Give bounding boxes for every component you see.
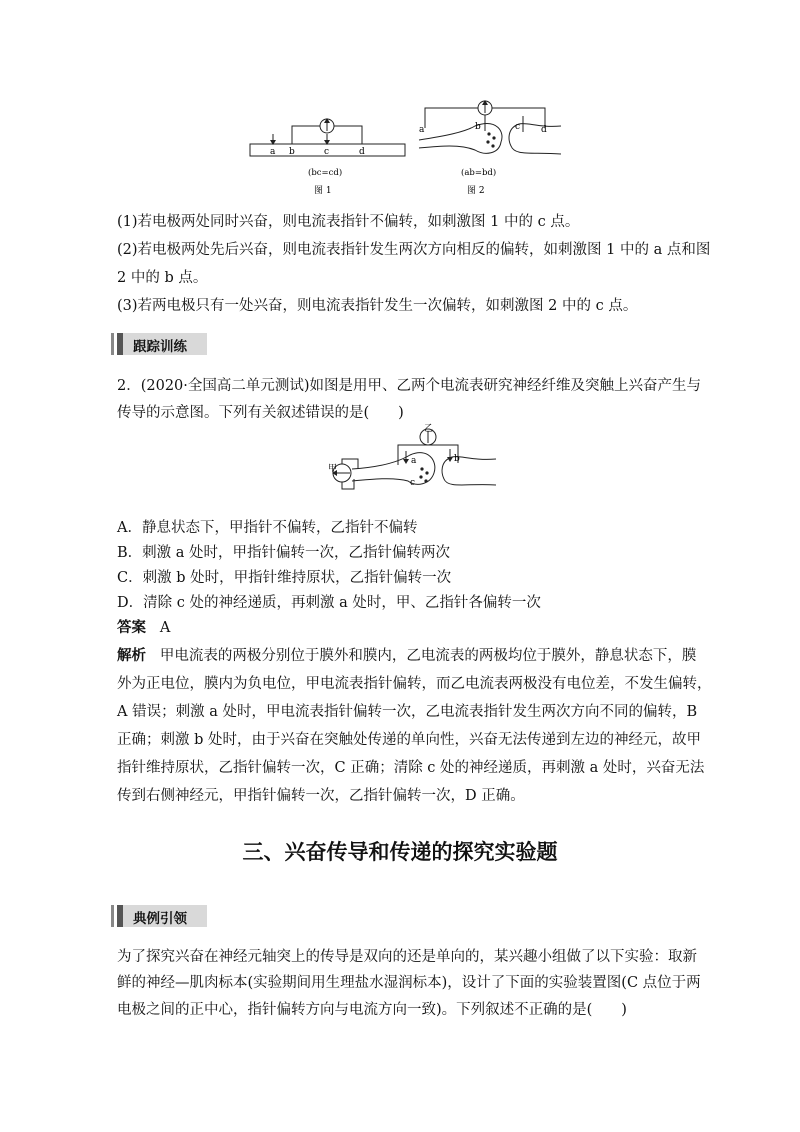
fig1-label-d: d <box>359 147 365 157</box>
section-tag-practice-label: 跟踪训练 <box>133 339 187 355</box>
section-tag-example-label: 典例引领 <box>133 911 187 927</box>
analysis-line-2: 外为正电位，膜内为负电位，甲电流表指针偏转，而乙电流表两极没有电位差，不发生偏转， <box>117 676 712 692</box>
fig2-label-c: c <box>515 122 521 132</box>
analysis-line-6: 传到右侧神经元，甲指针偏转一次，乙指针偏转一次，D 正确。 <box>117 788 525 804</box>
q2-answer-row <box>117 616 170 637</box>
section-tag-practice <box>117 333 207 355</box>
rule-2: (2)若电极两处先后兴奋，则电流表指针发生两次方向相反的偏转，如刺激图 1 中的 a 点和图 <box>117 242 711 258</box>
q2-stem-line2: 传导的示意图。下列有关叙述错误的是( ) <box>117 405 404 421</box>
section-tag-example <box>117 905 207 927</box>
q2-option-a: A．静息状态下，甲指针不偏转，乙指针不偏转 <box>117 520 418 536</box>
q2-option-b: B．刺激 a 处时，甲指针偏转一次，乙指针偏转两次 <box>117 545 451 561</box>
q2-fig-label-b: b <box>454 454 460 464</box>
q2-fig-label-yi: 乙 <box>424 424 434 434</box>
fig2-label-b: b <box>475 122 481 132</box>
answer-value: A <box>159 620 171 636</box>
analysis-line-5: 指针维持原状，乙指针偏转一次，C 正确；清除 c 处的神经递质，再刺激 a 处时，兴奋无法 <box>117 760 705 776</box>
q2-fig-label-jia: 甲 <box>328 464 338 474</box>
fig1-label-b: b <box>289 147 295 157</box>
figure-2 <box>415 96 565 200</box>
analysis-line-4: 正确；刺激 b 处时，由于兴奋在突触处传递的单向性，兴奋无法传递到左边的神经元，故甲 <box>117 732 701 748</box>
section-title: 三、兴奋传导和传递的探究实验题 <box>242 840 558 864</box>
q2-option-c: C．刺激 b 处时，甲指针维持原状，乙指针偏转一次 <box>117 570 452 586</box>
fig2-label-d: d <box>541 125 547 135</box>
fig1-title: 图 1 <box>314 186 332 196</box>
figure-1 <box>240 100 410 200</box>
fig2-caption: (ab=bd) <box>461 168 497 178</box>
fig1-caption: (bc=cd) <box>308 168 343 178</box>
rule-2-cont: 2 中的 b 点。 <box>117 270 208 286</box>
example-line-3: 电极之间的正中心，指针偏转方向与电流方向一致)。下列叙述不正确的是( ) <box>117 1002 627 1018</box>
fig2-label-a: a <box>419 125 425 135</box>
fig1-label-c: c <box>324 147 330 157</box>
fig1-label-a: a <box>270 147 276 157</box>
rule-3: (3)若两电极只有一处兴奋，则电流表指针发生一次偏转，如刺激图 2 中的 c 点。 <box>117 298 638 314</box>
q2-fig-label-a: a <box>411 456 417 466</box>
analysis-line-3: A 错误；刺激 a 处时，甲电流表指针偏转一次，乙电流表指针发生两次方向不同的偏转，B <box>117 704 698 720</box>
fig2-title: 图 2 <box>467 186 485 196</box>
analysis-line-1 <box>117 644 696 665</box>
analysis-text-1: 甲电流表的两极分别位于膜外和膜内，乙电流表的两极均位于膜外，静息状态下，膜 <box>159 648 697 664</box>
example-line-1: 为了探究兴奋在神经元轴突上的传导是双向的还是单向的，某兴趣小组做了以下实验：取新 <box>117 949 697 965</box>
analysis-label: 解析 <box>117 647 146 664</box>
answer-label: 答案 <box>117 619 146 636</box>
rule-1: (1)若电极两处同时兴奋，则电流表指针不偏转，如刺激图 1 中的 c 点。 <box>117 214 580 230</box>
q2-figure <box>328 421 498 501</box>
q2-fig-label-c: c <box>410 478 416 488</box>
example-line-2: 鲜的神经—肌肉标本(实验期间用生理盐水湿润标本)，设计了下面的实验装置图(C 点位于两 <box>117 975 701 991</box>
q2-stem-line1: 2．(2020·全国高二单元测试)如图是用甲、乙两个电流表研究神经纤维及突触上兴奋产生与 <box>117 378 702 394</box>
q2-option-d: D．清除 c 处的神经递质，再刺激 a 处时，甲、乙指针各偏转一次 <box>117 595 541 611</box>
